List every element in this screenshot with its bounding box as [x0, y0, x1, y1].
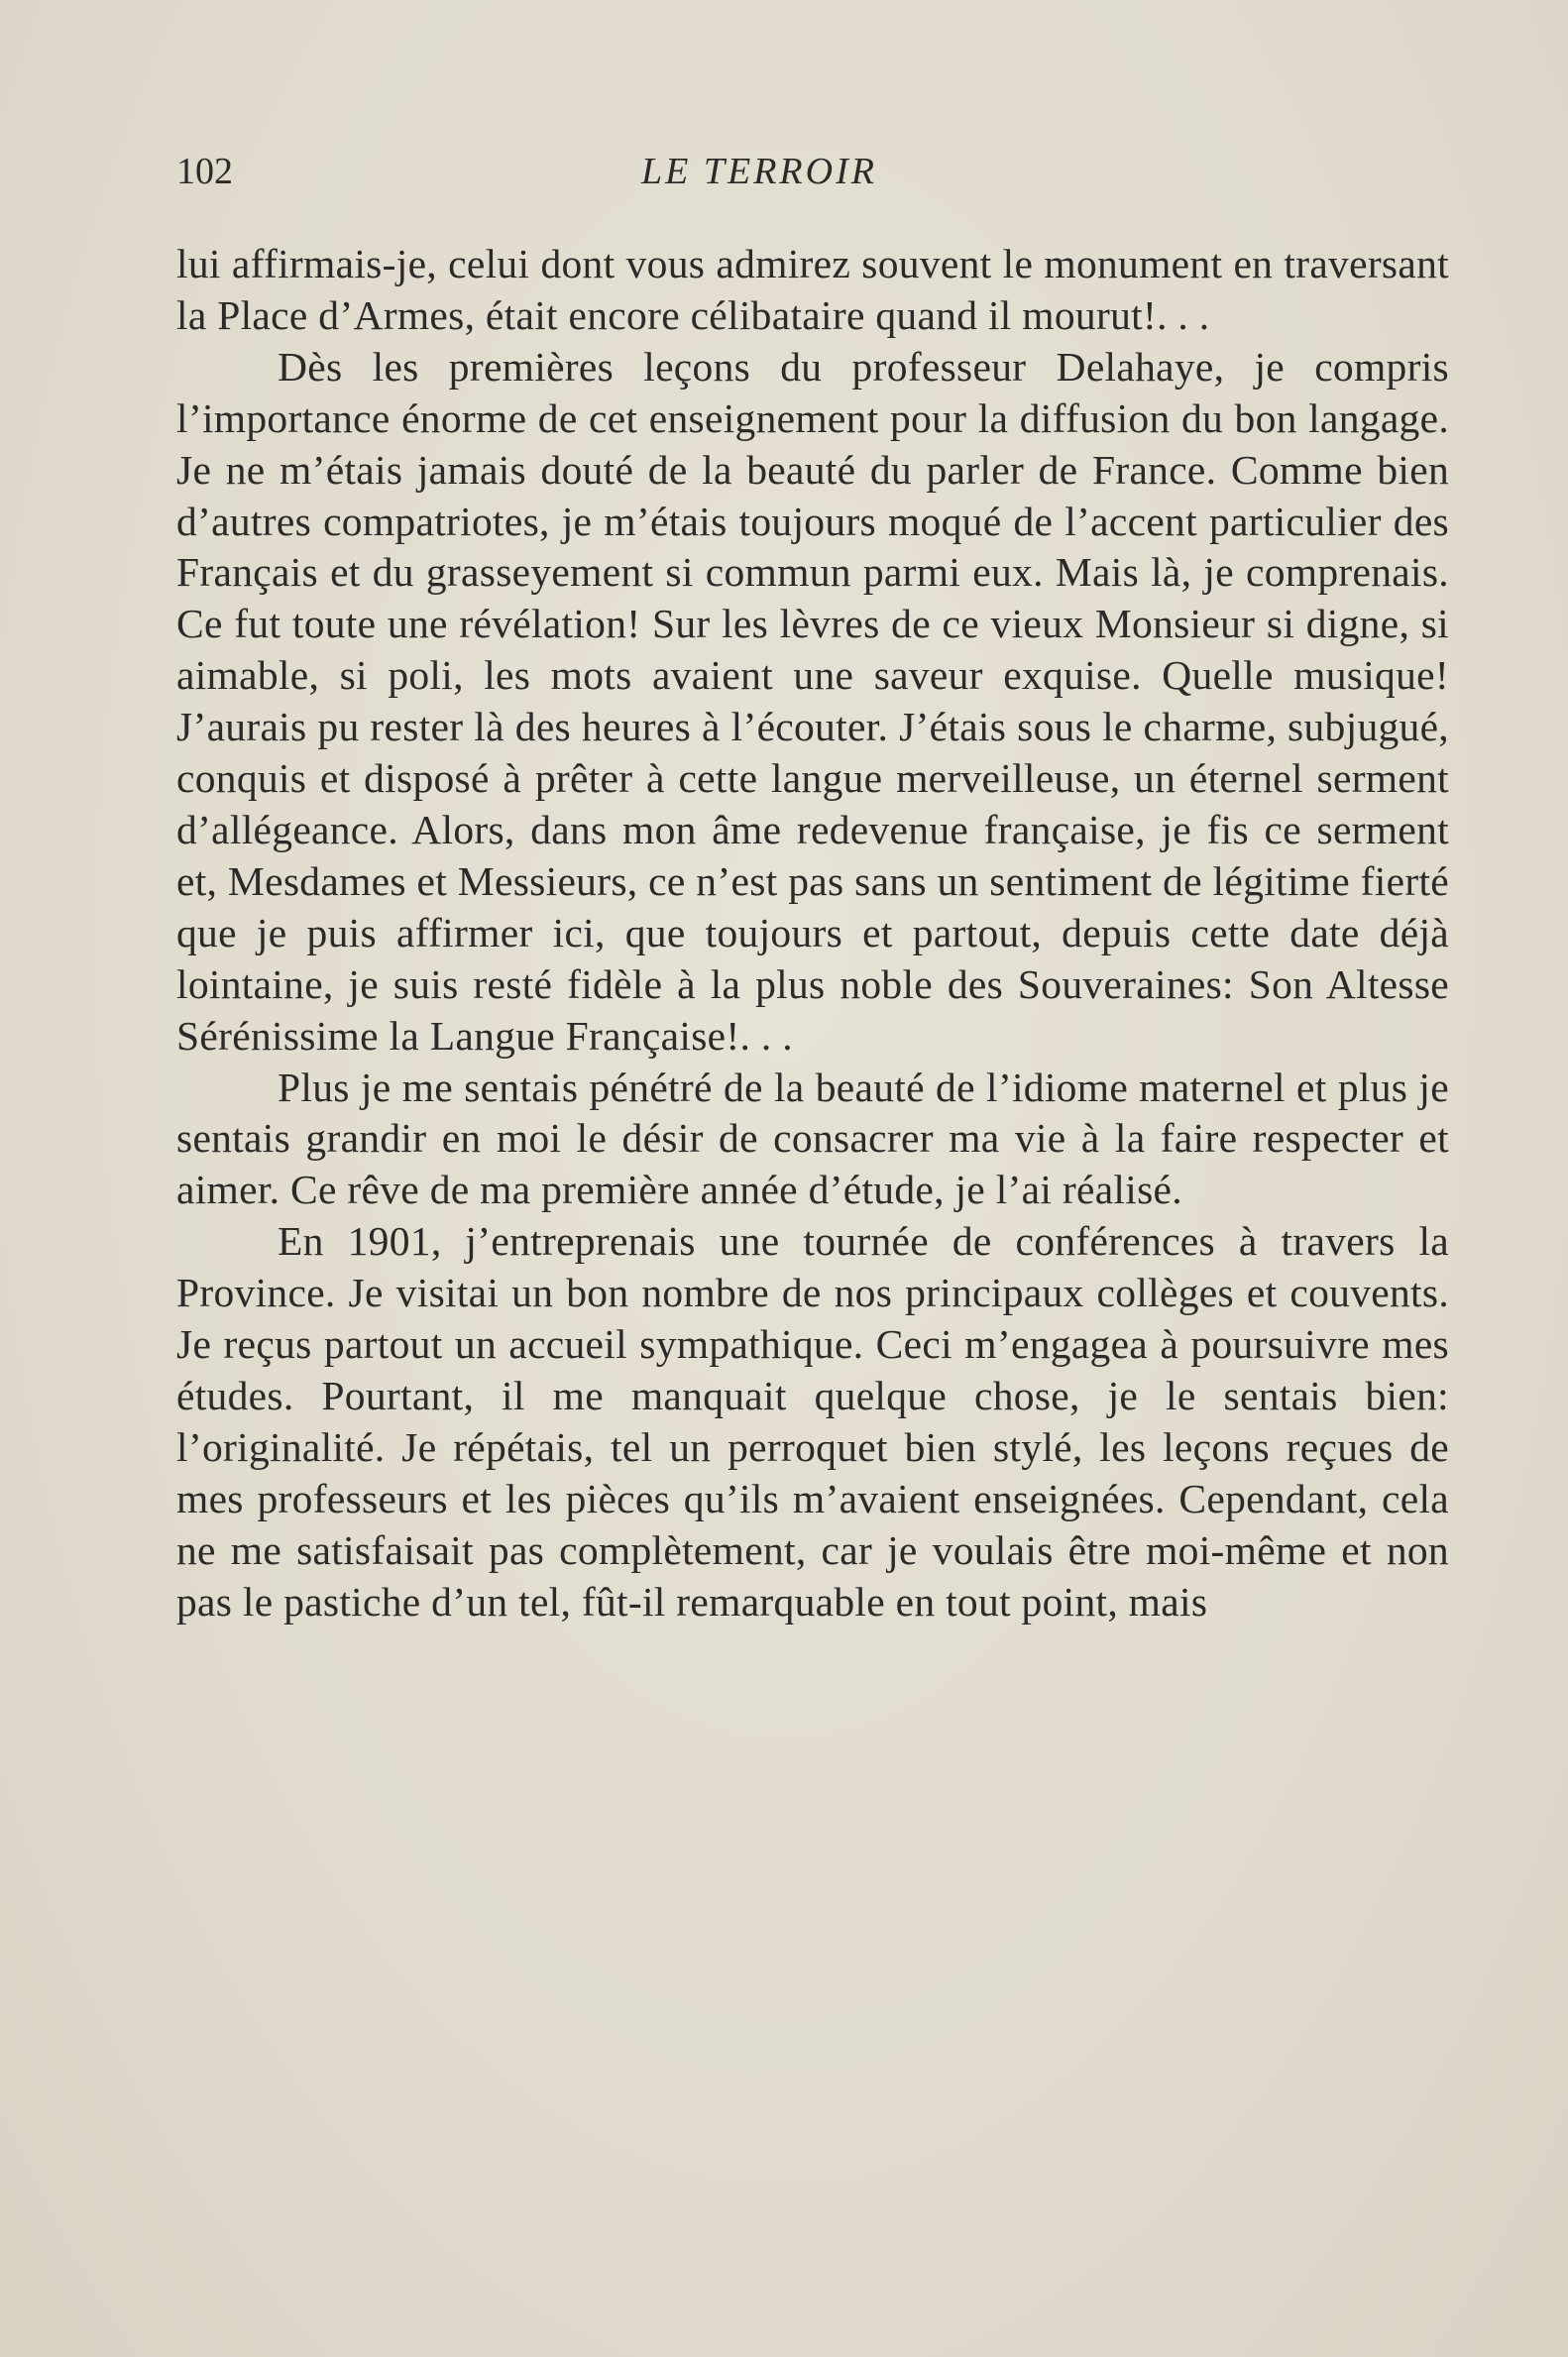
page-number: 102 — [176, 151, 233, 192]
body-text — [176, 239, 1449, 1627]
running-head — [176, 147, 1451, 196]
running-title: LE TERROIR — [641, 151, 877, 192]
paragraph-continued: lui affirmais-je, celui dont vous admirez souvent le monument en traversant la Place d’Armes, était encore célibataire quand il mourut!. . . — [176, 241, 1449, 338]
paragraph-1901: En 1901, j’entreprenais une tournée de conférences à travers la Province. Je visitai un bon nombre de nos principaux collèges et couvents. Je reçus partout un accueil sympathique. Ceci m’engagea à poursuivre mes études. Pourtant, il me manquait quelque chose, je le sentais bien: l’originalité. Je répétais, tel un perroquet bien stylé, les leçons reçues de mes professeurs et les pièces qu’ils m’avaient enseignées. Cependant, cela ne me satisfaisait pas complètement, car je voulais être moi-même et non pas le pastiche d’un tel, fût-il remarquable en tout point, mais — [176, 1218, 1449, 1625]
paragraph-delahaye: Dès les premières leçons du professeur Delahaye, je compris l’importance énorme de cet enseignement pour la diffusion du bon langage. Je ne m’étais jamais douté de la beauté du parler de France. Comme bien d’autres compatriotes, je m’étais toujours moqué de l’accent particulier des Français et du grasseyement si commun parmi eux. Mais là, je comprenais. Ce fut toute une révélation! Sur les lèvres de ce vieux Monsieur si digne, si aimable, si poli, les mots avaient une saveur exquise. Quelle musique! J’aurais pu rester là des heures à l’écouter. J’étais sous le charme, subjugué, conquis et disposé à prêter à cette langue merveilleuse, un éternel serment d’allégeance. Alors, dans mon âme redevenue française, je fis ce serment et, Mesdames et Messieurs, ce n’est pas sans un sentiment de légitime fierté que je puis affirmer ici, que toujours et partout, depuis cette date déjà lointaine, je suis resté fidèle à la plus noble des Souveraines: Son Altesse Sérénissime la Langue Française!. . . — [176, 343, 1449, 1059]
paragraph-idiome: Plus je me sentais pénétré de la beauté de l’idiome maternel et plus je sentais grandir en moi le désir de consacrer ma vie à la faire respecter et aimer. Ce rêve de ma première année d’étude, je l’ai réalisé. — [176, 1064, 1449, 1213]
